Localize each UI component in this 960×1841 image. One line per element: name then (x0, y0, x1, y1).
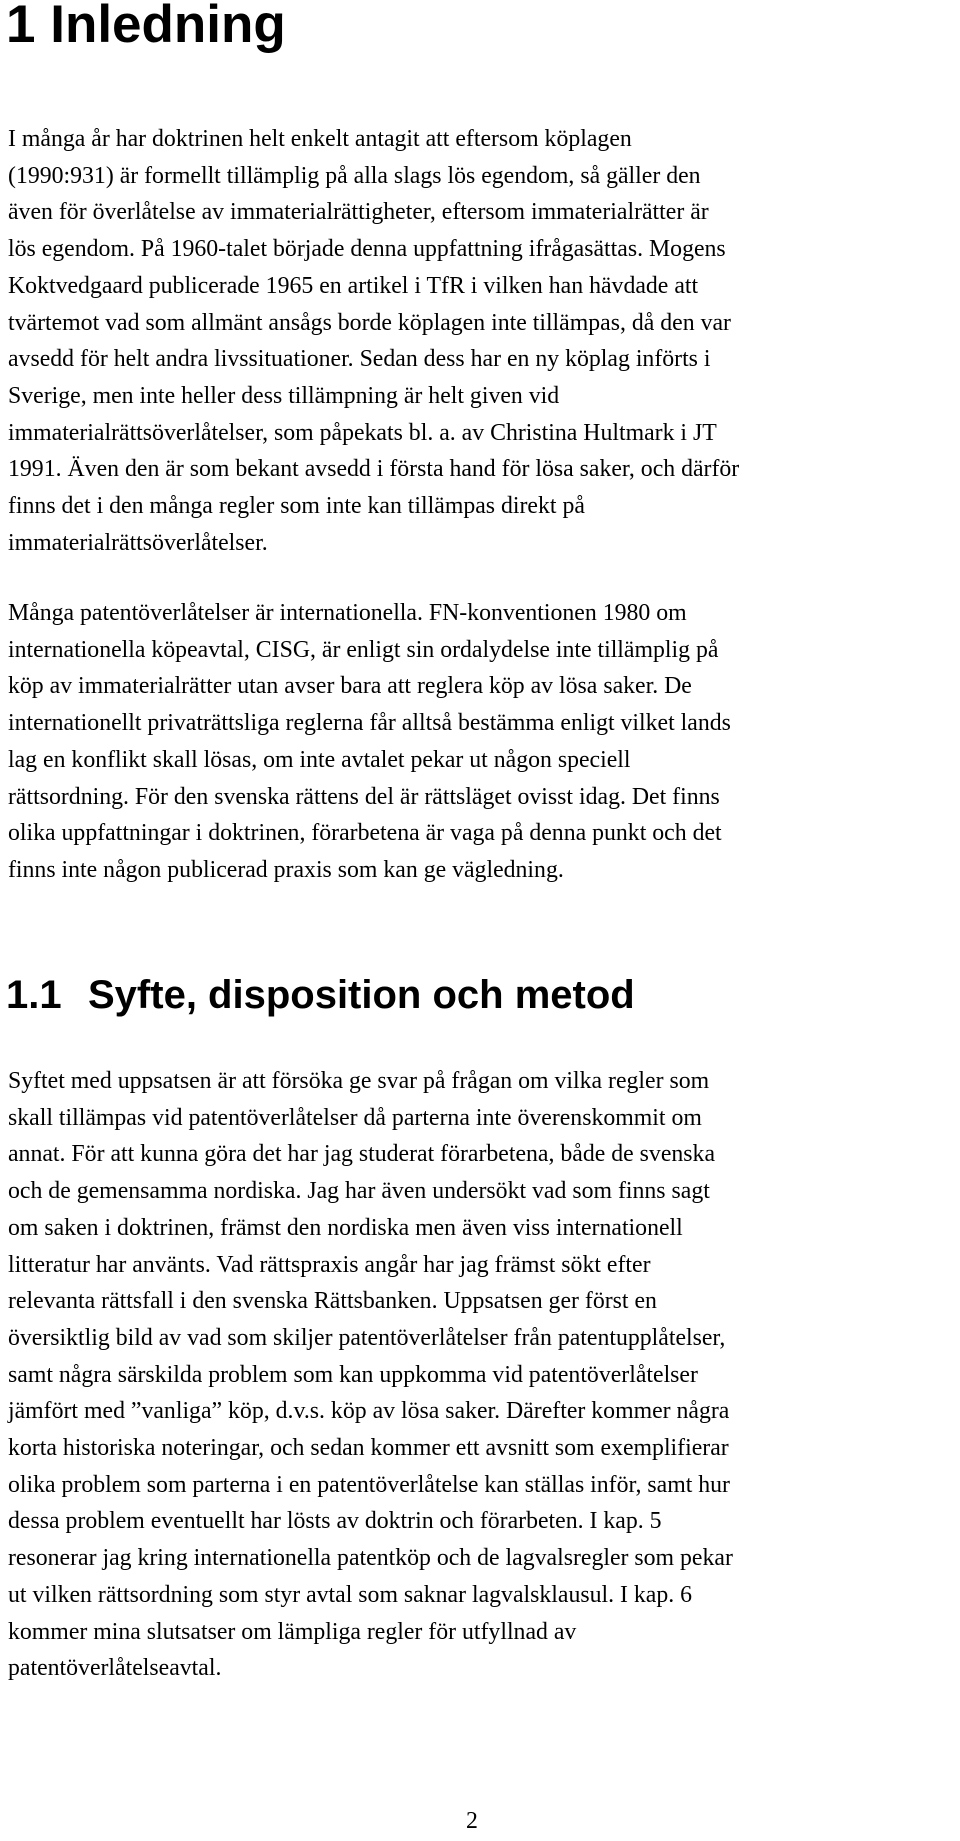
text-line: olika uppfattningar i doktrinen, förarbetena är vaga på denna punkt och det (8, 820, 722, 847)
text-line: om saken i doktrinen, främst den nordiska men även viss internationell (8, 1214, 683, 1241)
paragraph-2 (8, 595, 731, 889)
text-line: jämfört med ”vanliga” köp, d.v.s. köp av lösa saker. Därefter kommer några (8, 1398, 730, 1425)
section-heading (6, 970, 635, 1020)
text-line: finns inte någon publicerad praxis som kan ge vägledning. (8, 856, 564, 883)
text-line: Sverige, men inte heller dess tillämpning är helt given vid (8, 382, 560, 409)
text-line: Många patentöverlåtelser är internationella. FN-konventionen 1980 om (8, 600, 687, 626)
text-line: Koktvedgaard publicerade 1965 en artikel i TfR i vilken han hävdade att (8, 272, 699, 299)
text-line: resonerar jag kring internationella patentköp och de lagvalsregler som pekar (8, 1545, 733, 1572)
text-line: även för överlåtelse av immaterialrättigheter, eftersom immaterialrätter är (8, 199, 709, 226)
text-line: Syftet med uppsatsen är att försöka ge svar på frågan om vilka regler som (8, 1068, 710, 1094)
text-line: internationella köpeavtal, CISG, är enligt sin ordalydelse inte tillämplig på (8, 636, 719, 663)
text-line: litteratur har använts. Vad rättspraxis angår har jag främst sökt efter (8, 1251, 651, 1278)
text-line: relevanta rättsfall i den svenska Rättsbanken. Uppsatsen ger först en (8, 1288, 657, 1315)
text-line: köp av immaterialrätter utan avser bara att reglera köp av lösa saker. De (8, 673, 692, 700)
text-line: lag en konflikt skall lösas, om inte avtalet pekar ut någon speciell (8, 746, 631, 773)
text-line: (1990:931) är formellt tillämplig på alla slags lös egendom, så gäller den (8, 162, 701, 189)
chapter-heading (6, 0, 286, 58)
text-line: rättsordning. För den svenska rättens del är rättsläget ovisst idag. Det finns (8, 783, 720, 810)
section-number: 1.1 (6, 973, 62, 1017)
text-line: översiktlig bild av vad som skiljer patentöverlåtelser från patentupplåtelser, (8, 1324, 726, 1351)
text-line: patentöverlåtelseavtal. (8, 1655, 222, 1682)
text-line: samt några särskilda problem som kan uppkomma vid patentöverlåtelser (8, 1361, 698, 1388)
text-line: 1991. Även den är som bekant avsedd i första hand för lösa saker, och därför (8, 456, 740, 483)
text-line: olika problem som parterna i en patentöverlåtelse kan ställas inför, samt hur (8, 1471, 730, 1498)
text-line: immaterialrättsöverlåtelser. (8, 529, 268, 556)
paragraph-3 (8, 1063, 733, 1687)
page-number: 2 (466, 1808, 478, 1834)
text-line: dessa problem eventuellt har lösts av doktrin och förarbeten. I kap. 5 (8, 1508, 662, 1535)
paragraph-1 (8, 121, 739, 561)
text-line: avsedd för helt andra livssituationer. Sedan dess har en ny köplag införts i (8, 346, 711, 373)
text-line: korta historiska noteringar, och sedan kommer ett avsnitt som exemplifierar (8, 1435, 729, 1462)
text-line: kommer mina slutsatser om lämpliga regler för utfyllnad av (8, 1618, 577, 1645)
text-line: ut vilken rättsordning som styr avtal som saknar lagvalsklausul. I kap. 6 (8, 1581, 693, 1608)
text-line: annat. För att kunna göra det har jag studerat förarbetena, både de svenska (8, 1141, 716, 1168)
section-title: Syfte, disposition och metod (88, 973, 635, 1017)
text-line: finns det i den många regler som inte kan tillämpas direkt på (8, 493, 585, 520)
text-line: lös egendom. På 1960-talet började denna uppfattning ifrågasättas. Mogens (8, 236, 726, 263)
text-line: skall tillämpas vid patentöverlåtelser då parterna inte överenskommit om (8, 1104, 702, 1131)
chapter-number: 1 (6, 0, 36, 54)
text-line: I många år har doktrinen helt enkelt antagit att eftersom köplagen (8, 126, 632, 152)
text-line: och de gemensamma nordiska. Jag har även undersökt vad som finns sagt (8, 1178, 710, 1205)
text-line: internationellt privaträttsliga reglerna får alltså bestämma enligt vilket lands (8, 710, 731, 737)
text-line: immaterialrättsöverlåtelser, som påpekats bl. a. av Christina Hultmark i JT (8, 419, 717, 446)
chapter-title: Inledning (50, 0, 286, 54)
text-line: tvärtemot vad som allmänt ansågs borde köplagen inte tillämpas, då den var (8, 309, 731, 336)
